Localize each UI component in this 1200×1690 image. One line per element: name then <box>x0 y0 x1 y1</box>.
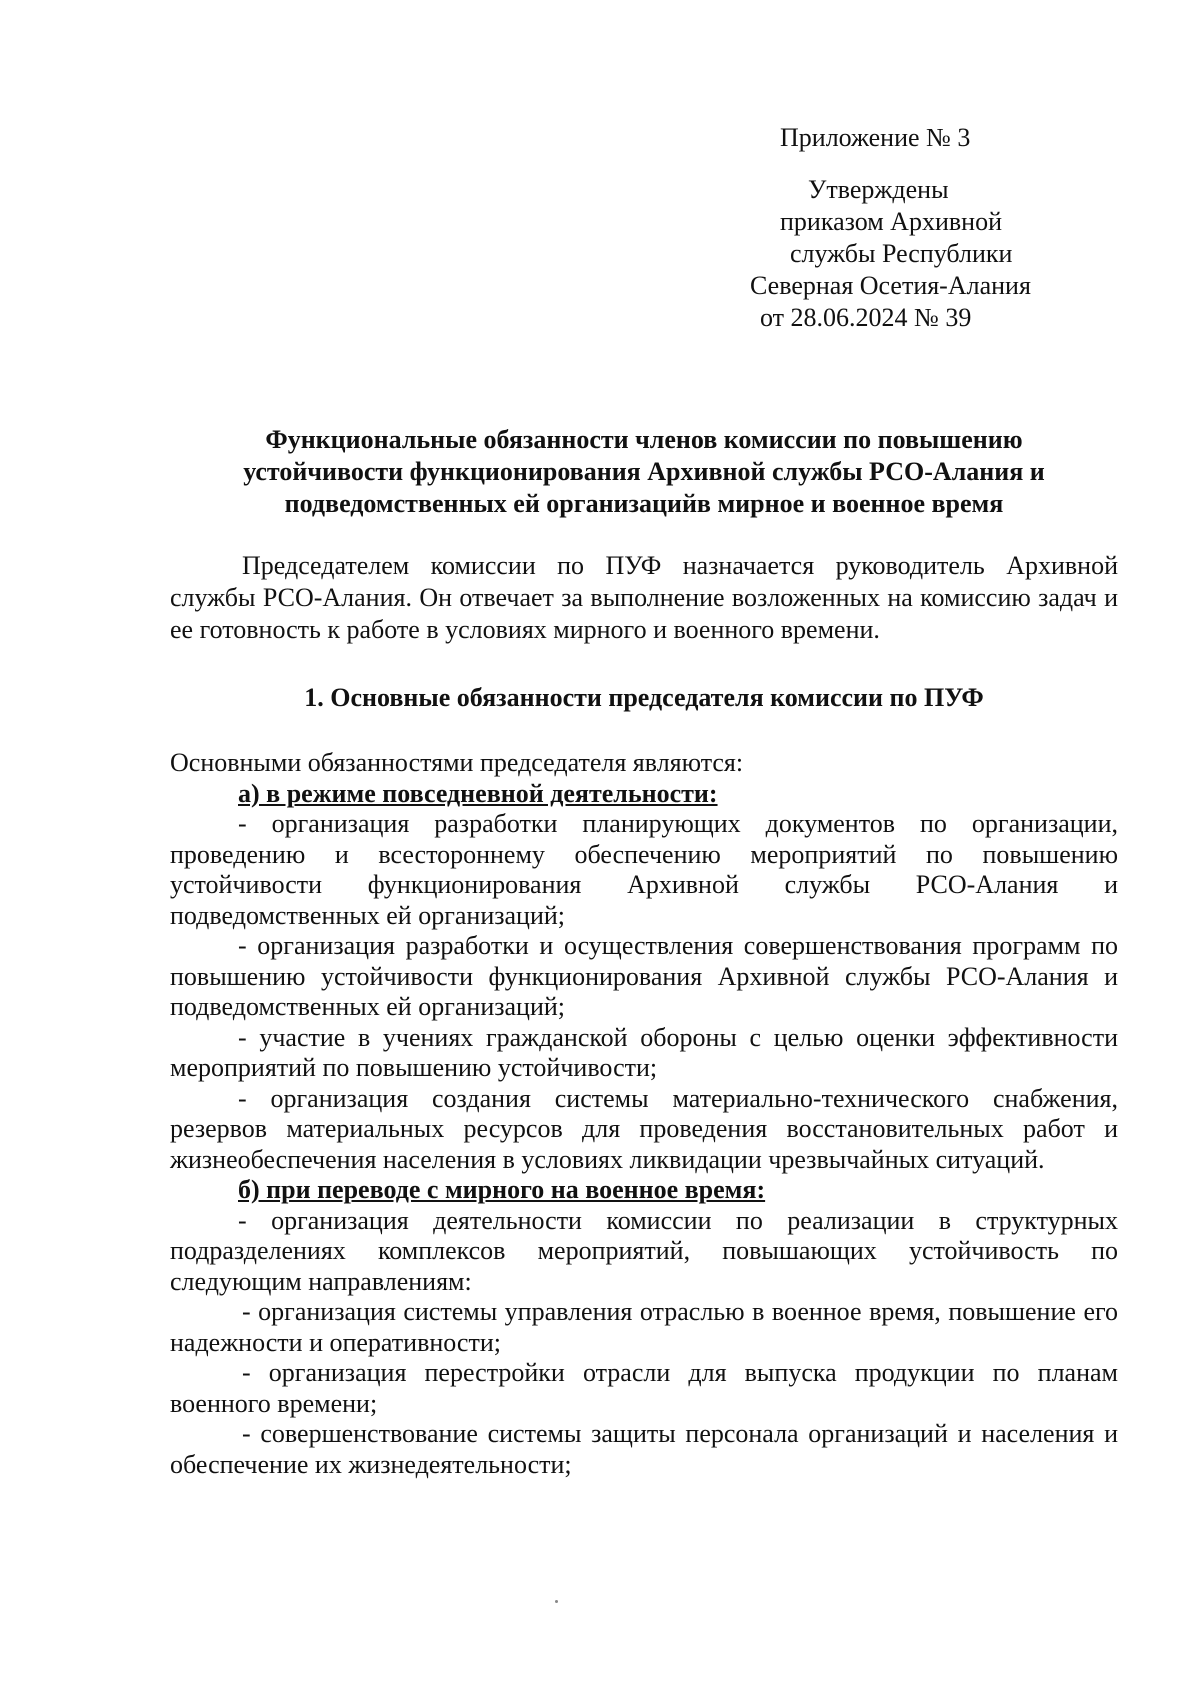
approval-line: службы Республики <box>790 239 1013 268</box>
list-item: - организация системы управления отраслью в военное время, повышение его надежности и оперативности; <box>170 1297 1118 1357</box>
list-item: - организация разработки и осуществления совершенствования программ по повышению устойчивости функционирования Архивной службы РСО-Алания и подведомственных ей организаций; <box>170 931 1118 1021</box>
list-item: - участие в учениях гражданской обороны с целью оценки эффективности мероприятий по повышению устойчивости; <box>170 1022 1118 1082</box>
document-title <box>170 424 1118 520</box>
list-item: - организация разработки планирующих документов по организации, проведению и всестороннему обеспечению мероприятий по повышению устойчивости функционирования Архивной службы РСО-Алания и подведомственных ей организаций; <box>170 809 1118 930</box>
list-item: - организация деятельности комиссии по реализации в структурных подразделениях комплексов мероприятий, повышающих устойчивость по следующим направлениям: <box>170 1205 1118 1296</box>
list-item: - организация перестройки отрасли для выпуска продукции по планам военного времени; <box>170 1358 1118 1418</box>
intro-paragraph: Председателем комиссии по ПУФ назначается руководитель Архивной службы РСО-Алания. Он отвечает за выполнение возложенных на комиссию задач и ее готовность к работе в условиях мирного и военного времени. <box>170 551 1118 644</box>
approval-date-number: от 28.06.2024 № 39 <box>760 303 972 332</box>
approval-line: Северная Осетия-Алания <box>750 271 1031 300</box>
approval-block <box>750 122 1100 334</box>
scan-speck <box>555 1600 558 1603</box>
mode-heading-b: б) при переводе с мирного на военное время: <box>238 1175 766 1204</box>
section-lead: Основными обязанностями председателя являются: <box>170 748 744 777</box>
section-heading: 1. Основные обязанности председателя комиссии по ПУФ <box>304 683 984 712</box>
title-line: Функциональные обязанности членов комиссии по повышению <box>265 425 1023 454</box>
approval-line: приказом Архивной <box>780 207 1002 236</box>
list-item: - совершенствование системы защиты персонала организаций и населения и обеспечение их жизнедеятельности; <box>170 1419 1118 1479</box>
list-item: - организация создания системы материально-технического снабжения, резервов материальных ресурсов для проведения восстановительных работ и жизнеобеспечения населения в условиях ликвидации чрезвычайных ситуаций. <box>170 1083 1118 1174</box>
section-body <box>170 748 1118 1480</box>
title-line: устойчивости функционирования Архивной службы РСО-Алания и <box>243 457 1045 486</box>
annex-number: Приложение № 3 <box>780 123 971 152</box>
document-page <box>170 0 1118 1690</box>
title-line: подведомственных ей организацийв мирное и военное время <box>284 489 1004 518</box>
mode-heading-a: а) в режиме повседневной деятельности: <box>238 778 718 808</box>
approval-line: Утверждены <box>808 175 949 204</box>
